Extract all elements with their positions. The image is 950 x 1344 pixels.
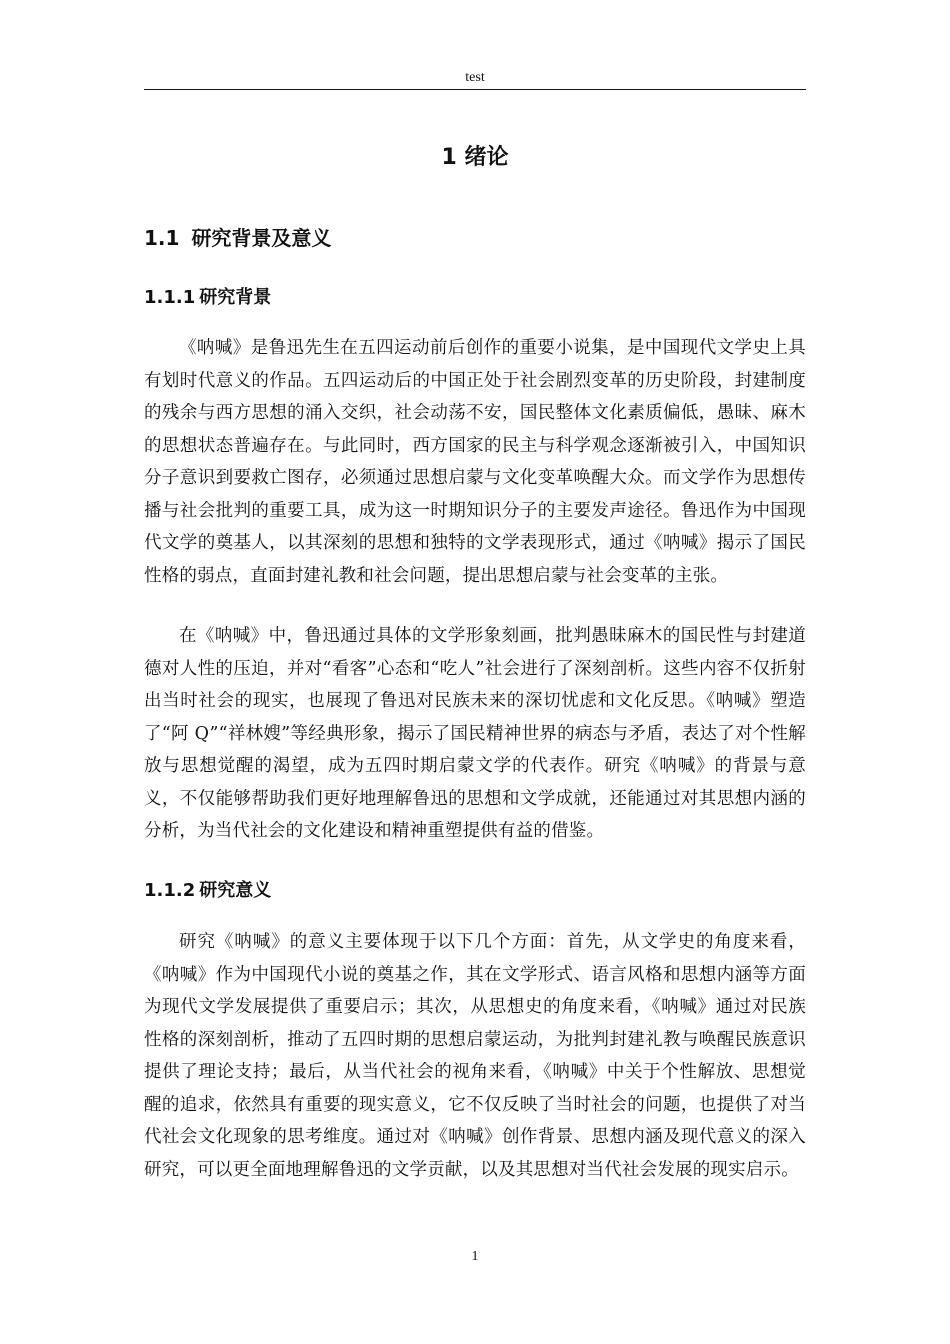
body-paragraph: 研究《呐喊》的意义主要体现于以下几个方面：首先，从文学史的角度来看，《呐喊》作为中国现代小说的奠基之作，其在文学形式、语言风格和思想内涵等方面为现代文学发展提供了重要启示；其次，从思想史的角度来看，《呐喊》通过对民族性格的深刻剖析，推动了五四时期的思想启蒙运动，为批判封建礼教与唤醒民族意识提供了理论支持；最后，从当代社会的视角来看，《呐喊》中关于个性解放、思想觉醒的追求，依然具有重要的现实意义，它不仅反映了当时社会的问题，也提供了对当代社会文化现象的思考维度。通过对《呐喊》创作背景、思想内涵及现代意义的深入研究，可以更全面地理解鲁迅的文学贡献，以及其思想对当代社会发展的现实启示。 [144,932,806,1180]
page-number: 1 [471,1249,479,1264]
subsection-number: 1.1.1 [144,287,196,308]
subsection-number: 1.1.2 [144,880,196,901]
subsection-heading-background [144,285,271,311]
section-title: 研究背景及意义 [191,226,332,250]
subsection-title: 研究意义 [199,880,272,901]
subsection-heading-significance [144,878,271,904]
body-paragraph: 《呐喊》是鲁迅先生在五四运动前后创作的重要小说集，是中国现代文学史上具有划时代意义的作品。五四运动后的中国正处于社会剧烈变革的历史阶段，封建制度的残余与西方思想的涌入交织，社会动荡不安，国民整体文化素质偏低，愚昧、麻木的思想状态普遍存在。与此同时，西方国家的民主与科学观念逐渐被引入，中国知识分子意识到要救亡图存，必须通过思想启蒙与文化变革唤醒大众。而文学作为思想传播与社会批判的重要工具，成为这一时期知识分子的主要发声途径。鲁迅作为中国现代文学的奠基人，以其深刻的思想和独特的文学表现形式，通过《呐喊》揭示了国民性格的弱点，直面封建礼教和社会问题，提出思想启蒙与社会变革的主张。 [144,338,806,586]
body-paragraph: 在《呐喊》中，鲁迅通过具体的文学形象刻画，批判愚昧麻木的国民性与封建道德对人性的压迫，并对“看客”心态和“吃人”社会进行了深刻剖析。这些内容不仅折射出当时社会的现实，也展现了鲁迅对民族未来的深切忧虑和文化反思。《呐喊》塑造了“阿 Q”“祥林嫂”等经典形象，揭示了国民精神世界的病态与矛盾，表达了对个性解放与思想觉醒的渴望，成为五四时期启蒙文学的代表作。研究《呐喊》的背景与意义，不仅能够帮助我们更好地理解鲁迅的思想和文学成就，还能通过对其思想内涵的分析，为当代社会的文化建设和精神重塑提供有益的借鉴。 [144,626,806,841]
section-number: 1.1 [144,226,180,250]
subsection-title: 研究背景 [199,287,272,308]
page-header: test [465,70,485,85]
header-divider [144,89,806,90]
section-heading [144,224,331,252]
chapter-title: 1 绪论 [441,145,509,170]
